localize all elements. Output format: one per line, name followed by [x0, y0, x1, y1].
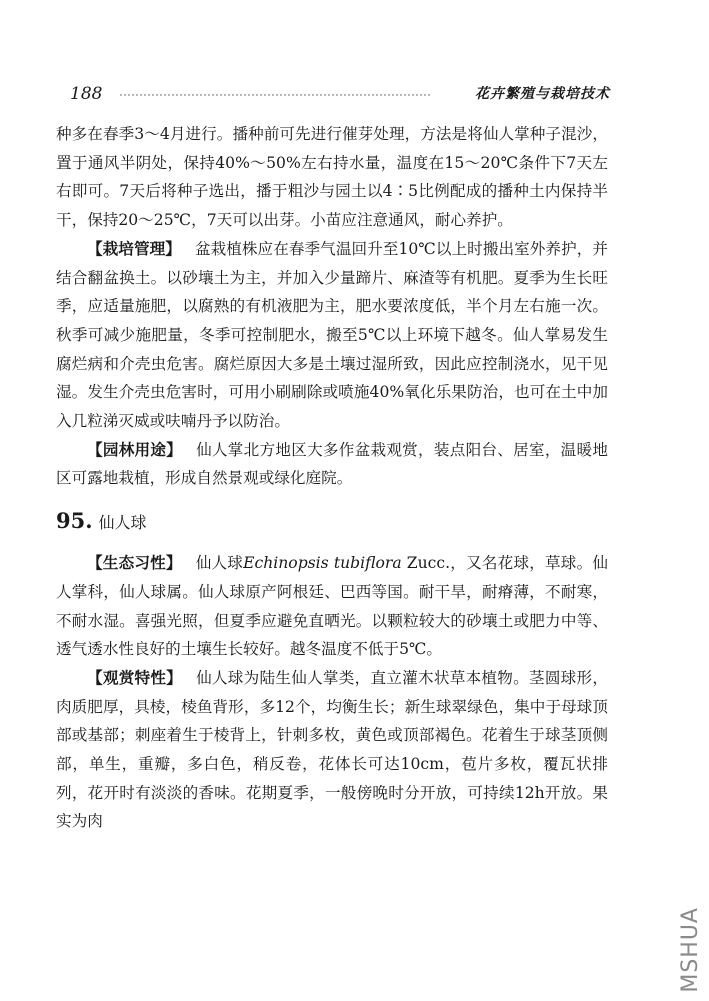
section-tag-cultivation: 【栽培管理】 — [87, 239, 181, 258]
running-title: 花卉繁殖与栽培技术 — [475, 86, 610, 102]
section-tag-ornamental: 【观赏特性】 — [87, 668, 183, 687]
page-header — [70, 84, 610, 110]
paragraph-landscape-use — [56, 436, 608, 493]
paragraph-landscape-use-text: 仙人掌北方地区大多作盆栽观赏，装点阳台、居室，温暖地区可露地栽植，形成自然景观或绿化庭院。 — [56, 440, 608, 488]
latin-name: Echinopsis tubiflora — [243, 554, 402, 573]
paragraph-cultivation-text: 盆栽植株应在春季气温回升至10℃以上时搬出室外养护，并结合翻盆换土。以砂壤土为主，并加入少量蹄片、麻渣等有机肥。夏季为生长旺季，应适量施肥，以腐熟的有机液肥为主，肥水要浓度低，半个月左右施一次。秋季可减少施肥量，冬季可控制肥水，搬至5℃以上环境下越冬。仙人掌易发生腐烂病和介壳虫危害。腐烂原因大多是土壤过湿所致，因此应控制浇水，见干见湿。发生介壳虫危害时，可用小刷刷除或喷施40%氧化乐果防治，也可在土中加入几粒涕灭威或呋喃丹予以防治。 — [56, 239, 608, 431]
section-tag-ecology: 【生态习性】 — [87, 554, 182, 573]
paragraph-ecology-text-b: Zucc.，又名花球，草球。仙人掌科，仙人球属。仙人球原产阿根廷、巴西等国。耐干旱，耐瘠薄，不耐寒，不耐水湿。喜强光照，但夏季应避免直晒光。以颗粒较大的砂壤土或肥力中等、透气透水性良好的土壤生长较好。越冬温度不低于5℃。 — [56, 554, 608, 659]
paragraph-ecology-text-a: 仙人球 — [195, 554, 244, 573]
paragraph-ornamental — [56, 664, 608, 836]
header-rule — [120, 94, 430, 98]
paragraph-ecology — [56, 549, 608, 664]
section-number: 95. — [56, 508, 93, 534]
section-heading — [56, 505, 608, 537]
paragraph-ornamental-text: 仙人球为陆生仙人掌类，直立灌木状草本植物。茎圆球形，肉质肥厚，具棱，棱鱼背形，多12个，均衡生长；新生球翠绿色，集中于母球顶部或基部；刺座着生于棱背上，针刺多枚，黄色或顶部褐色。花着生于球茎顶侧部，单生，重瓣，多白色，稍反卷，花体长可达10cm，苞片多枚，覆瓦状排列，花开时有淡淡的香味。花期夏季，一般傍晚时分开放，可持续12h开放。果实为肉 — [56, 668, 608, 831]
page-body — [56, 120, 608, 836]
section-tag-landscape-use: 【园林用途】 — [87, 440, 183, 459]
watermark: MSHUA — [678, 907, 703, 993]
section-title: 仙人球 — [98, 513, 147, 533]
paragraph-sowing: 种多在春季3～4月进行。播种前可先进行催芽处理，方法是将仙人掌种子混沙，置于通风半阴处，保持40%～50%左右持水量，温度在15～20℃条件下7天左右即可。7天后将种子选出，播于粗沙与园土以4∶5比例配成的播种土内保持半干，保持20～25℃，7天可以出芽。小苗应注意通风，耐心养护。 — [56, 125, 608, 230]
paragraph-cultivation — [56, 235, 608, 436]
page-number: 188 — [70, 84, 103, 104]
